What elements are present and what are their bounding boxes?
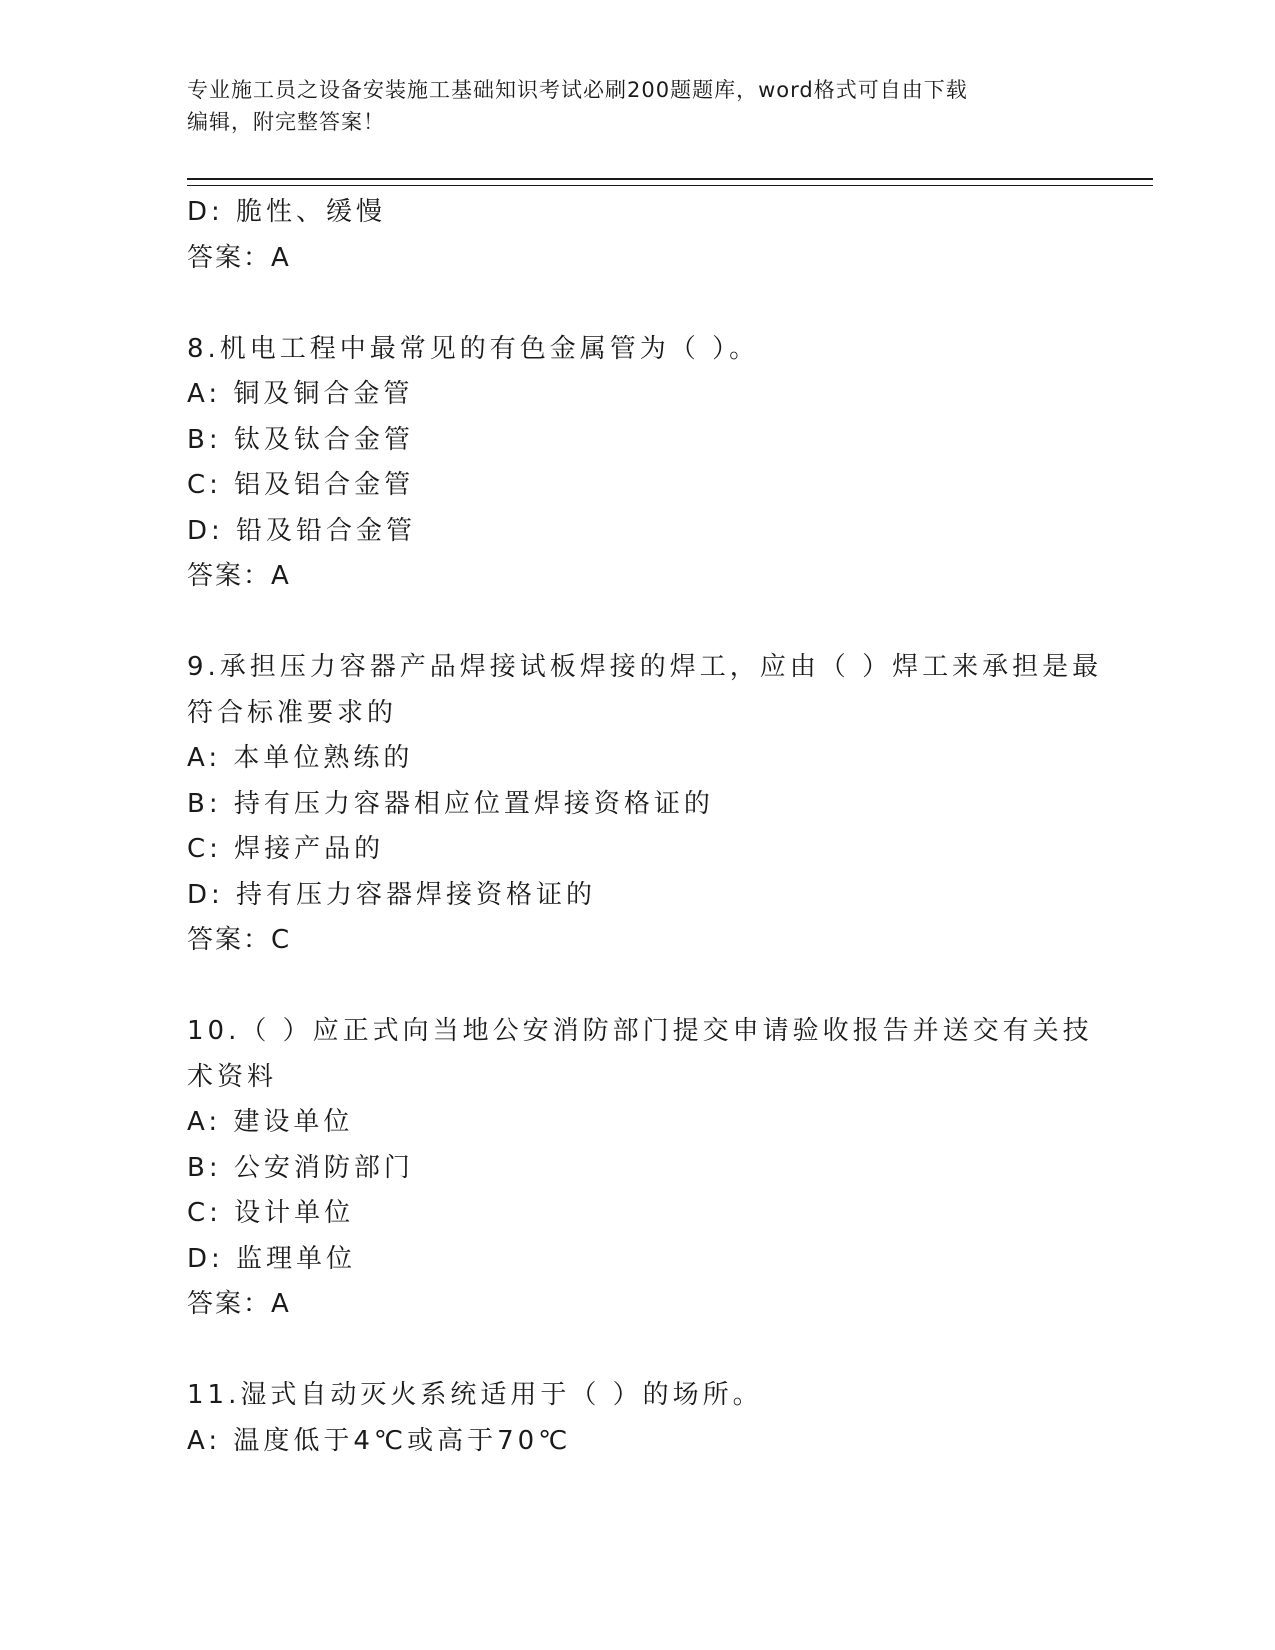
question-10 — [187, 1009, 1093, 1328]
option-b: B: 钛及钛合金管 — [187, 424, 414, 455]
question-stem-line-2: 术资料 — [187, 1061, 278, 1092]
question-11 — [187, 1373, 1087, 1464]
option-d: D: 铅及铅合金管 — [187, 515, 417, 546]
question-spacer — [187, 1328, 1087, 1374]
document-header — [187, 74, 1087, 138]
option-a: A: 建设单位 — [187, 1107, 354, 1137]
question-spacer — [187, 600, 1087, 646]
option-b: B: 持有压力容器相应位置焊接资格证的 — [187, 788, 714, 819]
answer-line: 答案：C — [187, 925, 292, 955]
question-stem-line-1: 9.承担压力容器产品焊接试板焊接的焊工，应由（ ）焊工来承担是最 — [187, 652, 1103, 682]
question-8 — [187, 327, 1087, 600]
option-a: A: 铜及铜合金管 — [187, 379, 414, 409]
question-stem: 8.机电工程中最常见的有色金属管为（ ）。 — [187, 333, 760, 364]
answer-line: 答案：A — [187, 561, 291, 591]
option-d: D: 脆性、缓慢 — [187, 197, 387, 227]
option-a: A: 温度低于4℃或高于70℃ — [187, 1425, 572, 1456]
option-d: D: 监理单位 — [187, 1243, 357, 1274]
answer-line: 答案：A — [187, 1289, 291, 1319]
answer-line: 答案：A — [187, 242, 291, 273]
question-9 — [187, 645, 1103, 964]
question-stem-line-2: 符合标准要求的 — [187, 697, 398, 728]
question-stem-line-1: 10.（ ）应正式向当地公安消防部门提交申请验收报告并送交有关技 — [187, 1016, 1093, 1046]
header-divider — [187, 178, 1153, 186]
question-spacer — [187, 964, 1087, 1010]
option-d: D: 持有压力容器焊接资格证的 — [187, 879, 597, 910]
header-line-1: 专业施工员之设备安装施工基础知识考试必刷200题题库，word格式可自由下载 — [187, 78, 968, 102]
option-c: C: 铝及铝合金管 — [187, 470, 415, 500]
option-c: C: 焊接产品的 — [187, 834, 385, 864]
question-spacer — [187, 281, 1087, 327]
question-content — [187, 190, 1103, 1464]
option-b: B: 公安消防部门 — [187, 1152, 414, 1183]
question-stem: 11.湿式自动灭火系统适用于（ ）的场所。 — [187, 1380, 763, 1410]
option-a: A: 本单位熟练的 — [187, 743, 414, 773]
option-c: C: 设计单位 — [187, 1198, 355, 1228]
header-line-2: 编辑，附完整答案！ — [187, 110, 385, 134]
